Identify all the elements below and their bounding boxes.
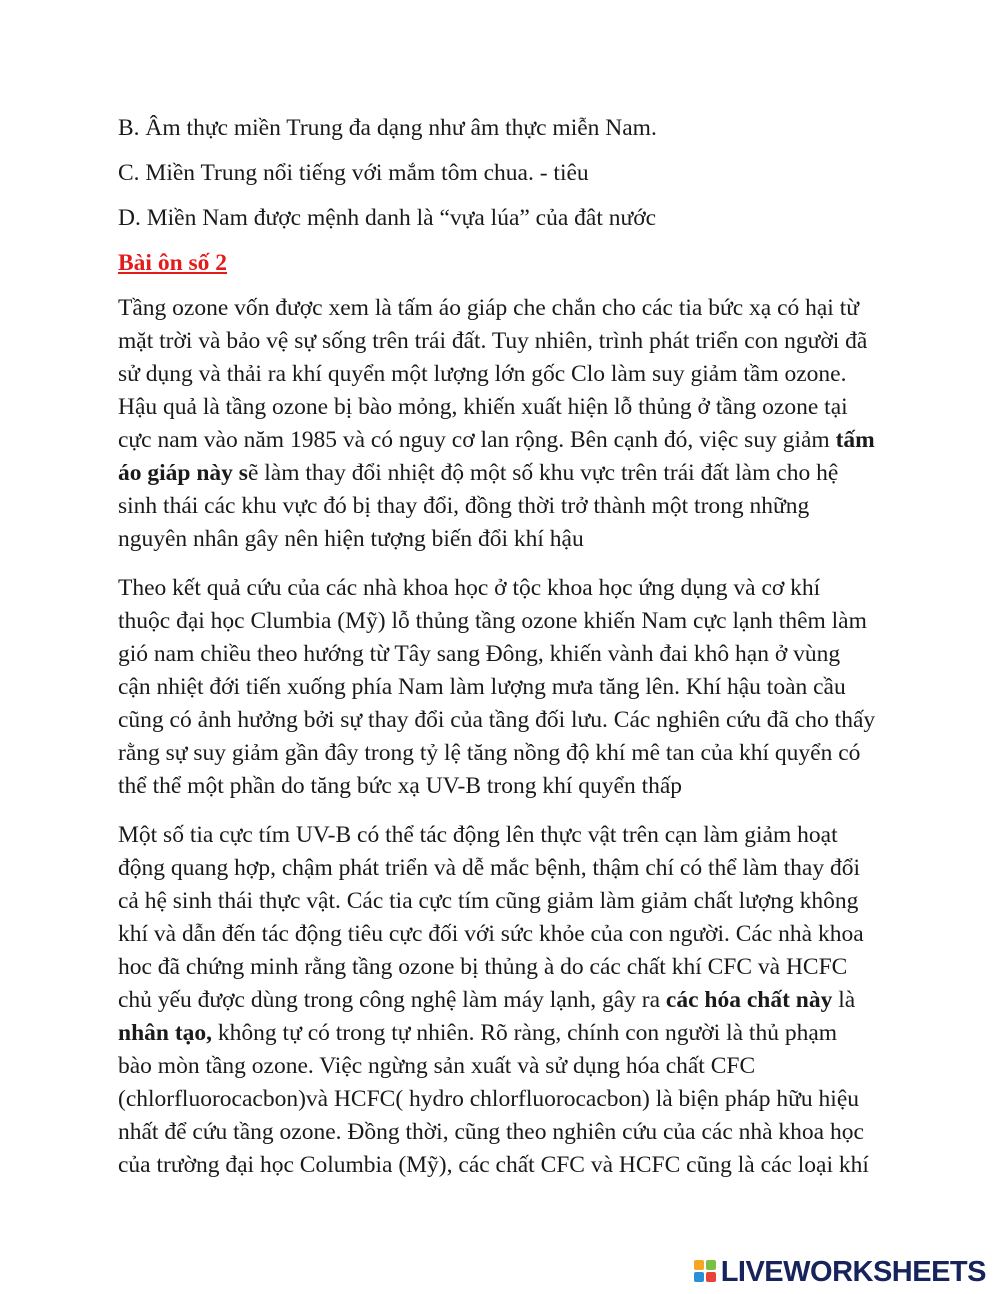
liveworksheets-logo <box>694 1252 986 1292</box>
paragraph-line: cận nhiệt đới tiến xuống phía Nam làm lượng mưa tăng lên. Khí hậu toàn cầu <box>118 674 846 700</box>
paragraph-line: rằng sự suy giảm gần đây trong tỷ lệ tăng nồng độ khí mê tan của khí quyển có <box>118 740 861 766</box>
paragraph-3 <box>118 819 968 1182</box>
paragraph-line: nhất để cứu tầng ozone. Đồng thời, cũng theo nghiên cứu của các nhà khoa học <box>118 1119 864 1145</box>
bold-text: tấm <box>835 427 875 453</box>
paragraph-line: Hậu quả là tầng ozone bị bào mỏng, khiến xuất hiện lỗ thủng ở tầng ozone tại <box>118 394 848 420</box>
liveworksheets-logo-icon <box>694 1260 718 1284</box>
bold-text: nhân tạo, <box>118 1020 213 1046</box>
paragraph-line: Theo kết quả cứu của các nhà khoa học ở tộc khoa học ứng dụng và cơ khí <box>118 575 821 601</box>
bold-text: các hóa chất này <box>665 987 833 1013</box>
text-run: là <box>832 987 856 1013</box>
paragraph-line: Tầng ozone vốn được xem là tấm áo giáp che chắn cho các tia bức xạ có hại từ <box>118 295 859 321</box>
logo-text: LIVEWORKSHEETS <box>720 1255 986 1288</box>
option-d: D. Miền Nam được mệnh danh là “vựa lúa” của đât nước <box>118 205 657 231</box>
option-c: C. Miền Trung nổi tiếng với mắm tôm chua. - tiêu <box>118 160 589 186</box>
paragraph-line <box>118 1017 968 1050</box>
paragraph-line: bào mòn tầng ozone. Việc ngừng sản xuất và sử dụng hóa chất CFC <box>118 1053 756 1079</box>
paragraph-line <box>118 457 968 490</box>
text-run: chủ yếu được dùng trong công nghệ làm máy lạnh, gây ra <box>118 987 666 1013</box>
paragraph-line <box>118 984 968 1017</box>
paragraph-line: hoc đã chứng minh rằng tầng ozone bị thủng à do các chất khí CFC và HCFC <box>118 954 848 980</box>
paragraph-line: cả hệ sinh thái thực vật. Các tia cực tím cũng giảm làm giảm chất lượng không <box>118 888 859 914</box>
document-page <box>118 112 968 1198</box>
bold-text: áo giáp này s <box>118 460 248 486</box>
paragraph-line: sinh thái các khu vực đó bị thay đổi, đồng thời trở thành một trong những <box>118 493 810 519</box>
paragraph-line: thuộc đại học Clumbia (Mỹ) lỗ thủng tầng ozone khiến Nam cực lạnh thêm làm <box>118 608 867 634</box>
paragraph-line: mặt trời và bảo vệ sự sống trên trái đất. Tuy nhiên, trình phát triển con người đã <box>118 328 868 354</box>
paragraph-line: nguyên nhân gây nên hiện tượng biến đổi khí hậu <box>118 526 584 552</box>
paragraph-line: gió nam chiều theo hướng từ Tây sang Đông, khiến vành đai khô hạn ở vùng <box>118 641 841 667</box>
text-run: không tự có trong tự nhiên. Rõ ràng, chính con người là thủ phạm <box>212 1020 838 1046</box>
paragraph-line: khí và dẫn đến tác động tiêu cực đối với sức khỏe của con người. Các nhà khoa <box>118 921 864 947</box>
paragraph-line <box>118 424 968 457</box>
paragraph-line: (chlorfluorocacbon)và HCFC( hydro chlorfluorocacbon) là biện pháp hữu hiệu <box>118 1086 860 1112</box>
text-run: cực nam vào năm 1985 và có nguy cơ lan rộng. Bên cạnh đó, việc suy giảm <box>118 427 836 453</box>
paragraph-line: động quang hợp, chậm phát triển và dễ mắc bệnh, thậm chí có thể làm thay đổi <box>118 855 861 881</box>
paragraph-1 <box>118 292 968 556</box>
paragraph-2 <box>118 572 968 803</box>
paragraph-line: sử dụng và thải ra khí quyển một lượng lớn gốc Clo làm suy giảm tầm ozone. <box>118 361 847 387</box>
option-b: B. Âm thực miền Trung đa dạng như âm thực miễn Nam. <box>118 115 657 141</box>
paragraph-line: cũng có ảnh hưởng bởi sự thay đổi của tầng đối lưu. Các nghiên cứu đã cho thấy <box>118 707 876 733</box>
text-run: ẽ làm thay đổi nhiệt độ một số khu vực trên trái đất làm cho hệ <box>247 460 839 486</box>
section-heading: Bài ôn số 2 <box>118 250 228 276</box>
paragraph-line: của trường đại học Columbia (Mỹ), các chất CFC và HCFC cũng là các loại khí <box>118 1152 869 1178</box>
paragraph-line: thể thể một phần do tăng bức xạ UV-B trong khí quyển thấp <box>118 773 683 799</box>
paragraph-line: Một số tia cực tím UV-B có thể tác động lên thực vật trên cạn làm giảm hoạt <box>118 822 838 848</box>
